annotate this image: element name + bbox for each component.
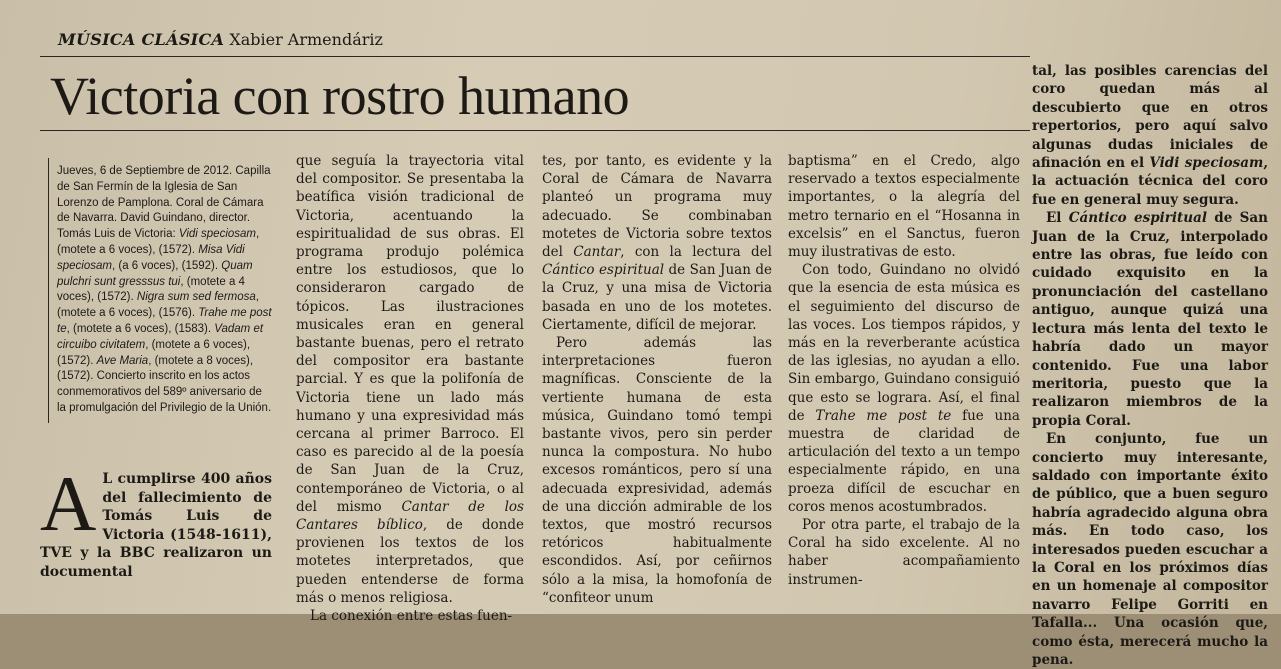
article-column-5 bbox=[1032, 62, 1268, 669]
drop-cap: A bbox=[40, 460, 97, 547]
text-run: Pero además las interpretaciones fueron magníficas. Consciente de la vertiente humana de esta música, Guindano tomó tempi bastante vivos, pero sin perder nunca la compostura. No hubo excesos románticos, pero sí una adecuada expresividad, además de una dicción admirable de los textos, que mostró recursos retóricos habitualmente escondidos. Así, por ceñirnos sólo a la misa, la homofonía de “confiteor unum bbox=[542, 335, 772, 606]
paragraph bbox=[788, 516, 1020, 589]
text-run: tes, por tanto, es evidente y la Coral de Cámara de Navarra planteó un programa muy adecuado. Se combinaban motetes de Victoria sobre textos del bbox=[542, 153, 772, 261]
paragraph bbox=[788, 261, 1020, 516]
text-run: , (motete a 6 voces), (1583). bbox=[66, 322, 215, 335]
text-run: tal, las posibles carencias del coro quedan más al descubierto que en otros repertorios, pero aquí salvo algunas dudas iniciales de afinación en el bbox=[1032, 63, 1268, 172]
text-run: fue una muestra de claridad de articulación del texto a un tempo especialmente rápido, en una proeza difícil de escuchar en coros menos acostumbrados. bbox=[788, 407, 1020, 515]
italic-title: Nigra sum sed fermosa bbox=[136, 291, 256, 304]
paragraph bbox=[296, 152, 524, 607]
paragraph bbox=[788, 152, 1020, 261]
paragraph bbox=[1032, 430, 1268, 669]
paragraph bbox=[296, 607, 524, 625]
text-run: , de donde provienen los textos de los motetes interpretados, que pueden entenderse de forma más o menos religiosa. bbox=[296, 517, 524, 606]
article-column-4 bbox=[788, 152, 1020, 589]
text-run: Por otra parte, el trabajo de la Coral ha sido excelente. Al no haber acompañamiento instrumen- bbox=[788, 517, 1020, 588]
article-lead bbox=[40, 460, 272, 581]
text-run: , (motete a 6 voces), (1576). bbox=[57, 291, 259, 320]
paragraph bbox=[1032, 62, 1268, 209]
italic-title: Vidi speciosam bbox=[1149, 155, 1264, 172]
text-run: Jueves, 6 de Septiembre de 2012. Capilla de San Fermín de la Iglesia de San Lorenzo de Pamplona. Coral de Cámara de Navarra. David Guindano, director. Tomás Luis de Victoria: bbox=[57, 165, 271, 241]
text-run: En conjunto, fue un concierto muy interesante, saldado con importante éxito de público, que a buen seguro habría agradecido alguna obra más. En todo caso, los interesados pueden escuchar a la Coral en los próximos días en un homenaje al compositor navarro Felipe Gorriti en Tafalla... Una ocasión que, como ésta, merecerá mucho la pena. bbox=[1032, 431, 1268, 668]
byline-author: Xabier Armendáriz bbox=[229, 30, 383, 49]
italic-title: Vadam et circuibo civitatem bbox=[57, 322, 264, 351]
text-run: baptisma” en el Credo, algo reservado a textos especialmente importantes, o la alegría del metro ternario en el “Hosanna in excelsis” en el Sanctus, fueron muy ilustrativas de esto. bbox=[788, 153, 1020, 261]
article-column-2 bbox=[296, 152, 524, 625]
italic-title: Cantar bbox=[573, 244, 621, 261]
italic-title: Trahe me post te bbox=[815, 407, 952, 424]
text-run: de San Juan de la Cruz, y una misa de Victoria basada en uno de los motetes. Ciertamente, difícil de mejorar. bbox=[542, 262, 772, 333]
text-run: que seguía la trayectoria vital del compositor. Se presentaba la beatífica visión tradicional de Victoria, acentuando la espiritualidad de sus obras. El programa produjo polémica entre los estudiosos, que lo consideraron cargado de tópicos. Las ilustraciones musicales eran en general bastante buenas, pero el retrato del compositor era bastante parcial. Y es que la polifonía de Victoria tiene un lado más humano y una expresividad más cercana al primer Barroco. El caso es parecido al de la poesía de San Juan de la Cruz, contemporáneo de Victoria, o al del mismo bbox=[296, 153, 524, 515]
text-run: , la actuación técnica del coro fue en general muy segura. bbox=[1032, 155, 1269, 208]
section-kicker bbox=[58, 30, 383, 49]
text-run: , (motete a 8 voces), (1572). Concierto inscrito en los actos conmemorativos del 589º aniversario de la promulgación del Privilegio de la Unión. bbox=[57, 354, 272, 414]
text-run: de San Juan de la Cruz, interpolado entre las obras, fue leído con cuidado exquisito en la pronunciación del castellano antiguo, aunque quizá una lectura más lenta del texto le habría dado un mayor contenido. Fue una labor meritoria, puesto que la realizaron miembros de la propia Coral. bbox=[1032, 210, 1268, 429]
italic-title: Trahe me post te bbox=[57, 307, 272, 335]
italic-title: Cántico espiritual bbox=[1068, 210, 1207, 227]
italic-title: Quam pulchri sunt gresssus tui bbox=[57, 259, 253, 288]
section-label: MÚSICA CLÁSICA bbox=[58, 30, 225, 49]
paragraph bbox=[1032, 209, 1268, 430]
italic-title: Cántico espiritual bbox=[542, 262, 665, 279]
text-run: Con todo, Guindano no olvidó que la esencia de esta música es el seguimiento del discurso de las voces. Los tiempos rápidos, y más en la reverberante acústica de las iglesias, no ayudan a ello. Sin embargo, Guindano consiguió que esto se lograra. Así, el final de bbox=[788, 262, 1020, 424]
text-run: , (a 6 voces), (1592). bbox=[111, 259, 222, 272]
text-run: , con la lectura del bbox=[620, 244, 772, 261]
headline: Victoria con rostro humano bbox=[50, 66, 630, 126]
headline-rule bbox=[40, 130, 1030, 131]
article-column-3 bbox=[542, 152, 772, 607]
italic-title: Ave Maria bbox=[96, 354, 149, 367]
text-run: La conexión entre estas fuen- bbox=[310, 608, 513, 625]
concert-info-box bbox=[48, 158, 278, 423]
text-run: , (motete a 6 voces), (1572). bbox=[57, 228, 260, 256]
lead-paragraph: L cumplirse 400 años del fallecimiento de Tomás Luis de Victoria (1548-1611), TVE y la BBC realizaron un documental bbox=[40, 471, 272, 580]
text-run: , (motete a 6 voces), (1572). bbox=[57, 338, 251, 367]
italic-title: Vidi speciosam bbox=[178, 228, 257, 241]
paragraph bbox=[542, 152, 772, 334]
text-run: El bbox=[1046, 210, 1069, 227]
italic-title: Cantar de los Cantares bíblico bbox=[296, 498, 524, 534]
text-run: , (motete a 4 voces), (1572). bbox=[57, 275, 245, 304]
italic-title: Misa Vidi speciosam bbox=[57, 243, 245, 272]
top-rule bbox=[40, 56, 1030, 57]
paragraph bbox=[542, 334, 772, 607]
